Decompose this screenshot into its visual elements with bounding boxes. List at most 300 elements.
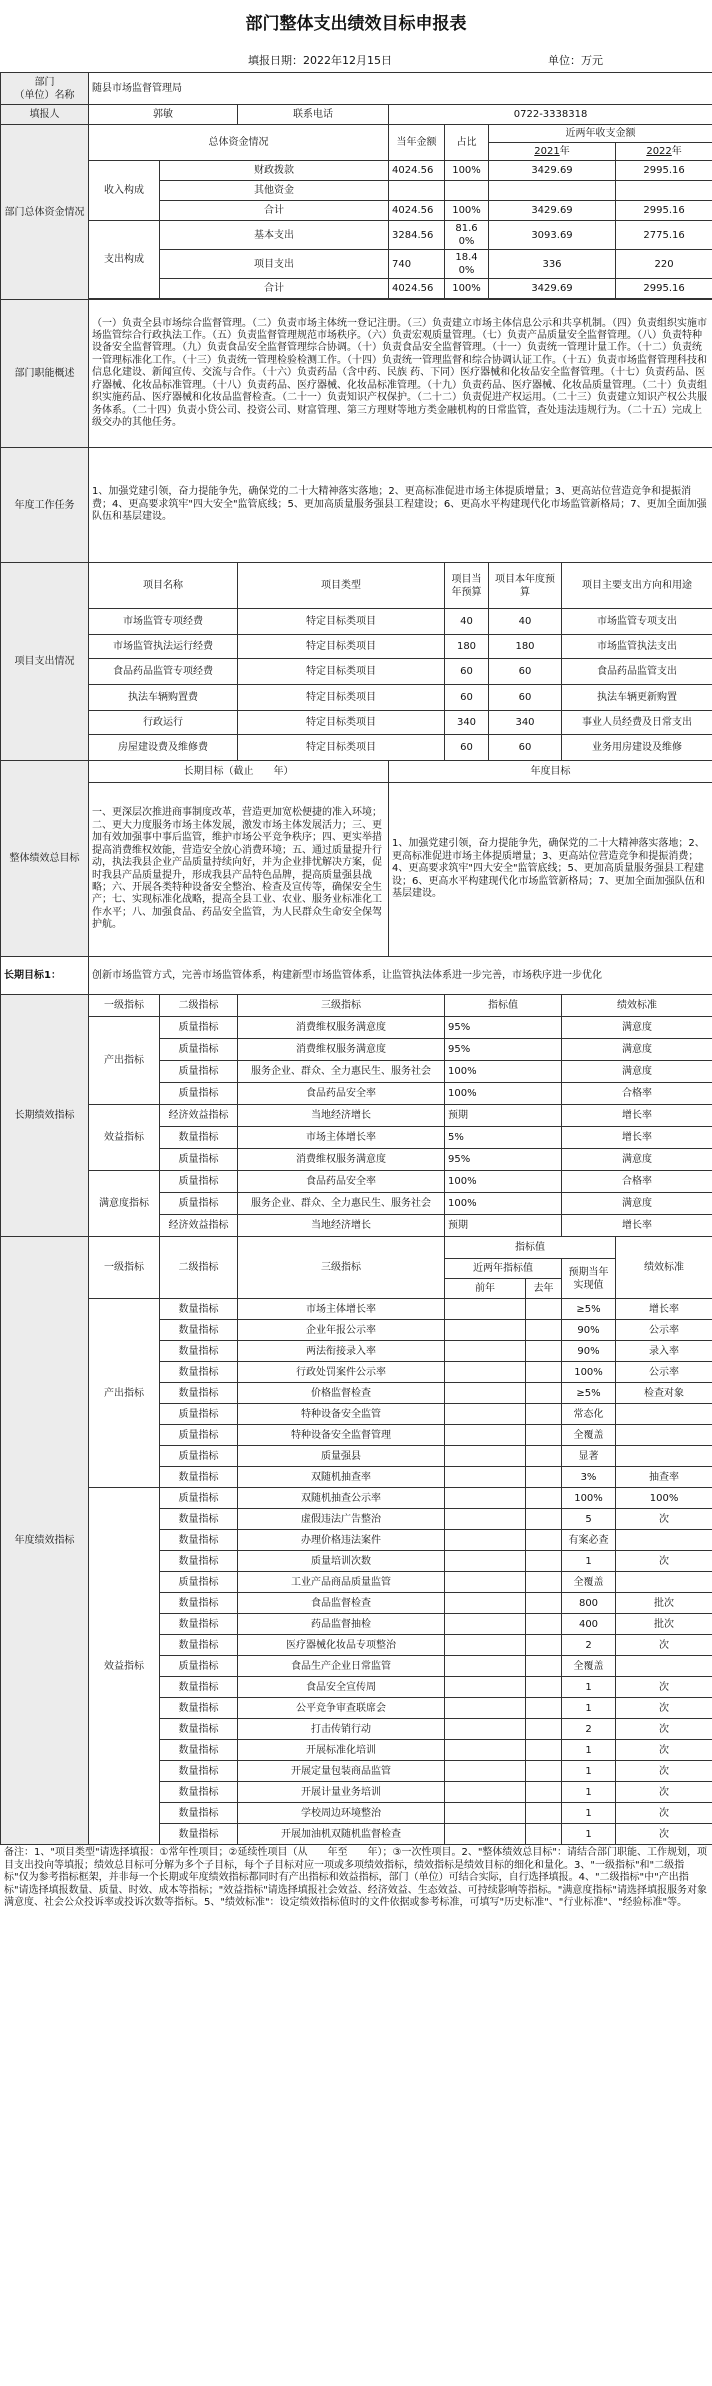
ap-expected: 2 bbox=[562, 1635, 616, 1656]
lp-standard-header: 绩效标准 bbox=[562, 995, 712, 1017]
ap-l2: 数量指标 bbox=[160, 1824, 238, 1845]
ap-l3: 价格监督检查 bbox=[238, 1383, 445, 1404]
lp-value: 95% bbox=[445, 1039, 562, 1061]
ap-l2: 质量指标 bbox=[160, 1572, 238, 1593]
ap-prev bbox=[445, 1467, 526, 1488]
ap-l2: 数量指标 bbox=[160, 1320, 238, 1341]
ap-prev bbox=[445, 1740, 526, 1761]
ap-standard: 次 bbox=[616, 1740, 712, 1761]
fund-amount: 4024.56 bbox=[389, 279, 445, 299]
table-row bbox=[1, 685, 712, 711]
lp-standard: 满意度 bbox=[562, 1061, 712, 1083]
lp-value: 100% bbox=[445, 1171, 562, 1193]
ap-expected: 1 bbox=[562, 1698, 616, 1719]
lp-standard: 增长率 bbox=[562, 1105, 712, 1127]
proj-type-header: 项目类型 bbox=[238, 563, 445, 609]
ap-last bbox=[526, 1467, 562, 1488]
table-row bbox=[1, 1017, 712, 1039]
ap-standard: 次 bbox=[616, 1677, 712, 1698]
table-row bbox=[1, 300, 712, 448]
ap-last bbox=[526, 1572, 562, 1593]
fund-ratio: 100% bbox=[445, 161, 489, 181]
ap-standard: 次 bbox=[616, 1698, 712, 1719]
proj-direction: 市场监管专项支出 bbox=[562, 609, 712, 635]
ap-l3: 医疗器械化妆品专项整治 bbox=[238, 1635, 445, 1656]
ap-last bbox=[526, 1425, 562, 1446]
ap-l2: 数量指标 bbox=[160, 1677, 238, 1698]
ap-last bbox=[526, 1488, 562, 1509]
ap-standard: 100% bbox=[616, 1488, 712, 1509]
table-row bbox=[1, 221, 712, 250]
ap-expected: 显著 bbox=[562, 1446, 616, 1467]
lp-l3-header: 三级指标 bbox=[238, 995, 445, 1017]
lp-l1: 效益指标 bbox=[89, 1105, 160, 1171]
ap-prev bbox=[445, 1614, 526, 1635]
ap-l2: 数量指标 bbox=[160, 1551, 238, 1572]
ap-standard bbox=[616, 1572, 712, 1593]
lp-l3: 当地经济增长 bbox=[238, 1105, 445, 1127]
lp-standard: 增长率 bbox=[562, 1127, 712, 1149]
proj-current: 60 bbox=[445, 685, 489, 711]
report-meta bbox=[0, 48, 712, 72]
ap-l3: 药品监督抽检 bbox=[238, 1614, 445, 1635]
ap-standard: 次 bbox=[616, 1635, 712, 1656]
ap-l3: 办理价格违法案件 bbox=[238, 1530, 445, 1551]
proj-direction: 业务用房建设及维修 bbox=[562, 735, 712, 761]
ap-prev bbox=[445, 1551, 526, 1572]
ap-expected: ≥5% bbox=[562, 1383, 616, 1404]
table-row bbox=[1, 125, 712, 143]
annual-goal-header: 年度目标 bbox=[389, 761, 712, 783]
ap-standard bbox=[616, 1656, 712, 1677]
ap-l3: 开展定量包装商品监管 bbox=[238, 1761, 445, 1782]
ap-l2: 数量指标 bbox=[160, 1362, 238, 1383]
proj-current: 60 bbox=[445, 659, 489, 685]
table-row bbox=[1, 711, 712, 735]
overall-goals-label: 整体绩效总目标 bbox=[1, 761, 89, 957]
table-row bbox=[1, 995, 712, 1017]
ap-l2: 数量指标 bbox=[160, 1467, 238, 1488]
ap-l3: 开展加油机双随机监督检查 bbox=[238, 1824, 445, 1845]
ap-last bbox=[526, 1320, 562, 1341]
proj-current: 340 bbox=[445, 711, 489, 735]
lp-l2: 质量指标 bbox=[160, 1017, 238, 1039]
lp-l2: 质量指标 bbox=[160, 1083, 238, 1105]
fund-item-name: 合计 bbox=[160, 279, 389, 299]
ap-last bbox=[526, 1719, 562, 1740]
report-title: 部门整体支出绩效目标申报表 bbox=[245, 14, 467, 34]
ap-prev bbox=[445, 1698, 526, 1719]
lp-standard: 满意度 bbox=[562, 1039, 712, 1061]
ap-l2: 数量指标 bbox=[160, 1614, 238, 1635]
ap-l3: 虚假违法广告整治 bbox=[238, 1509, 445, 1530]
ap-prev-header: 前年 bbox=[445, 1279, 526, 1299]
ap-expected: 1 bbox=[562, 1740, 616, 1761]
ap-prev bbox=[445, 1362, 526, 1383]
lp-l1: 满意度指标 bbox=[89, 1171, 160, 1237]
ap-expected: 1 bbox=[562, 1782, 616, 1803]
lp-l1: 产出指标 bbox=[89, 1017, 160, 1105]
projects-label: 项目支出情况 bbox=[1, 563, 89, 761]
fund-2021: 336 bbox=[489, 250, 616, 279]
ap-l2: 数量指标 bbox=[160, 1509, 238, 1530]
ap-value-header: 指标值 bbox=[445, 1237, 616, 1259]
table-row bbox=[1, 1171, 712, 1193]
lp-l2: 质量指标 bbox=[160, 1039, 238, 1061]
year-2022-header bbox=[616, 143, 712, 161]
lp-value: 100% bbox=[445, 1061, 562, 1083]
ap-l3: 工业产品商品质量监管 bbox=[238, 1572, 445, 1593]
ap-l2: 数量指标 bbox=[160, 1299, 238, 1320]
ap-last bbox=[526, 1404, 562, 1425]
annual-perf-label: 年度绩效指标 bbox=[1, 1237, 89, 1845]
ap-l3: 双随机抽查公示率 bbox=[238, 1488, 445, 1509]
lp-value-header: 指标值 bbox=[445, 995, 562, 1017]
lp-standard: 合格率 bbox=[562, 1171, 712, 1193]
proj-recent: 180 bbox=[489, 635, 562, 659]
ap-last-header: 去年 bbox=[526, 1279, 562, 1299]
currency-unit: 单位：万元 bbox=[548, 54, 603, 67]
funds-ratio-header: 占比 bbox=[445, 125, 489, 161]
income-label: 收入构成 bbox=[89, 161, 160, 221]
lp-value: 95% bbox=[445, 1017, 562, 1039]
ap-expected: 3% bbox=[562, 1467, 616, 1488]
table-row bbox=[1, 1488, 712, 1509]
year-2021-header bbox=[489, 143, 616, 161]
ap-l2: 数量指标 bbox=[160, 1530, 238, 1551]
table-row bbox=[1, 563, 712, 609]
ap-prev bbox=[445, 1404, 526, 1425]
ap-standard: 录入率 bbox=[616, 1341, 712, 1362]
ap-l3: 双随机抽查率 bbox=[238, 1467, 445, 1488]
ap-standard: 次 bbox=[616, 1719, 712, 1740]
ap-l2: 质量指标 bbox=[160, 1404, 238, 1425]
ap-standard: 次 bbox=[616, 1803, 712, 1824]
ap-prev bbox=[445, 1572, 526, 1593]
proj-recent-header: 项目本年度预算 bbox=[489, 563, 562, 609]
fund-2022: 2995.16 bbox=[616, 161, 712, 181]
lp-standard: 增长率 bbox=[562, 1215, 712, 1237]
phone-label: 联系电话 bbox=[238, 105, 389, 125]
fund-item-name: 财政拨款 bbox=[160, 161, 389, 181]
ap-last bbox=[526, 1446, 562, 1467]
ap-prev bbox=[445, 1446, 526, 1467]
ap-last bbox=[526, 1551, 562, 1572]
table-row bbox=[1, 1105, 712, 1127]
ap-l2-header: 二级指标 bbox=[160, 1237, 238, 1299]
lp-l3: 食品药品安全率 bbox=[238, 1171, 445, 1193]
expense-label: 支出构成 bbox=[89, 221, 160, 299]
ap-last bbox=[526, 1635, 562, 1656]
long-goal-header: 长期目标（截止 年） bbox=[89, 761, 389, 783]
proj-type: 特定目标类项目 bbox=[238, 685, 445, 711]
ap-expected: 400 bbox=[562, 1614, 616, 1635]
funds-total-header: 总体资金情况 bbox=[89, 125, 389, 161]
ap-l3: 市场主体增长率 bbox=[238, 1299, 445, 1320]
fund-2022: 220 bbox=[616, 250, 712, 279]
fund-ratio: 18.40% bbox=[445, 250, 489, 279]
proj-name-header: 项目名称 bbox=[89, 563, 238, 609]
ap-standard: 次 bbox=[616, 1824, 712, 1845]
ap-standard: 抽查率 bbox=[616, 1467, 712, 1488]
proj-name: 市场监管执法运行经费 bbox=[89, 635, 238, 659]
ap-expected: 100% bbox=[562, 1362, 616, 1383]
ap-expected: 有案必查 bbox=[562, 1530, 616, 1551]
ap-last bbox=[526, 1782, 562, 1803]
ap-standard: 次 bbox=[616, 1509, 712, 1530]
ap-l2: 数量指标 bbox=[160, 1698, 238, 1719]
proj-current-header: 项目当年预算 bbox=[445, 563, 489, 609]
ap-l2: 数量指标 bbox=[160, 1761, 238, 1782]
fund-2022: 2995.16 bbox=[616, 201, 712, 221]
table-row bbox=[1, 1299, 712, 1320]
lp-l3: 食品药品安全率 bbox=[238, 1083, 445, 1105]
ap-standard: 检查对象 bbox=[616, 1383, 712, 1404]
ap-last bbox=[526, 1803, 562, 1824]
ap-last bbox=[526, 1509, 562, 1530]
lp-l3: 市场主体增长率 bbox=[238, 1127, 445, 1149]
ap-expected: 1 bbox=[562, 1761, 616, 1782]
funds-current-header: 当年金额 bbox=[389, 125, 445, 161]
ap-last bbox=[526, 1656, 562, 1677]
fund-2021: 3429.69 bbox=[489, 161, 616, 181]
ap-l3: 公平竞争审查联席会 bbox=[238, 1698, 445, 1719]
lp-value: 预期 bbox=[445, 1215, 562, 1237]
lp-standard: 满意度 bbox=[562, 1193, 712, 1215]
ap-prev bbox=[445, 1656, 526, 1677]
ap-l3: 特种设备安全监管 bbox=[238, 1404, 445, 1425]
table-row bbox=[1, 448, 712, 563]
ap-expected: 90% bbox=[562, 1320, 616, 1341]
ap-l2: 质量指标 bbox=[160, 1488, 238, 1509]
proj-direction: 事业人员经费及日常支出 bbox=[562, 711, 712, 735]
lp-l3: 服务企业、群众、全力惠民生、服务社会 bbox=[238, 1061, 445, 1083]
ap-l3: 企业年报公示率 bbox=[238, 1320, 445, 1341]
lp-l2: 质量指标 bbox=[160, 1149, 238, 1171]
ap-standard bbox=[616, 1446, 712, 1467]
table-row bbox=[1, 735, 712, 761]
proj-recent: 60 bbox=[489, 685, 562, 711]
proj-name: 市场监管专项经费 bbox=[89, 609, 238, 635]
ap-prev bbox=[445, 1425, 526, 1446]
table-row bbox=[1, 105, 712, 125]
long-goal1-label: 长期目标1： bbox=[1, 957, 89, 995]
ap-l2: 数量指标 bbox=[160, 1719, 238, 1740]
lp-l2: 质量指标 bbox=[160, 1193, 238, 1215]
ap-expected: 800 bbox=[562, 1593, 616, 1614]
phone-value: 0722-3338318 bbox=[389, 105, 712, 125]
ap-prev bbox=[445, 1824, 526, 1845]
ap-last bbox=[526, 1761, 562, 1782]
ap-l2: 质量指标 bbox=[160, 1425, 238, 1446]
fund-ratio bbox=[445, 181, 489, 201]
ap-l3: 开展计量业务培训 bbox=[238, 1782, 445, 1803]
proj-name: 食品药品监管专项经费 bbox=[89, 659, 238, 685]
table-row bbox=[1, 73, 712, 105]
proj-direction: 市场监管执法支出 bbox=[562, 635, 712, 659]
fund-amount: 3284.56 bbox=[389, 221, 445, 250]
table-row bbox=[1, 1237, 712, 1259]
ap-standard: 增长率 bbox=[616, 1299, 712, 1320]
fund-2021 bbox=[489, 181, 616, 201]
fund-amount: 740 bbox=[389, 250, 445, 279]
ap-last bbox=[526, 1614, 562, 1635]
ap-last bbox=[526, 1593, 562, 1614]
annual-tasks-label: 年度工作任务 bbox=[1, 448, 89, 563]
year-2022: 2022 bbox=[646, 146, 672, 157]
table-row bbox=[1, 635, 712, 659]
fund-ratio: 100% bbox=[445, 201, 489, 221]
ap-expected: 1 bbox=[562, 1803, 616, 1824]
ap-l2: 数量指标 bbox=[160, 1803, 238, 1824]
fund-2021: 3093.69 bbox=[489, 221, 616, 250]
ap-prev bbox=[445, 1677, 526, 1698]
ap-standard bbox=[616, 1404, 712, 1425]
table-row bbox=[1, 783, 712, 957]
proj-recent: 60 bbox=[489, 735, 562, 761]
ap-expected: 1 bbox=[562, 1824, 616, 1845]
funds-section-label: 部门总体资金情况 bbox=[1, 125, 89, 300]
fund-item-name: 合计 bbox=[160, 201, 389, 221]
functions-label: 部门职能概述 bbox=[1, 300, 89, 448]
ap-expected: ≥5% bbox=[562, 1299, 616, 1320]
ap-prev bbox=[445, 1383, 526, 1404]
ap-expected: 常态化 bbox=[562, 1404, 616, 1425]
proj-type: 特定目标类项目 bbox=[238, 659, 445, 685]
ap-l3: 学校周边环境整治 bbox=[238, 1803, 445, 1824]
ap-l2: 数量指标 bbox=[160, 1740, 238, 1761]
ap-prev bbox=[445, 1761, 526, 1782]
ap-prev bbox=[445, 1593, 526, 1614]
lp-value: 5% bbox=[445, 1127, 562, 1149]
ap-l2: 数量指标 bbox=[160, 1635, 238, 1656]
ap-expected: 5 bbox=[562, 1509, 616, 1530]
lp-standard: 合格率 bbox=[562, 1083, 712, 1105]
long-perf-label: 长期绩效指标 bbox=[1, 995, 89, 1237]
ap-expected: 全覆盖 bbox=[562, 1425, 616, 1446]
lp-value: 100% bbox=[445, 1193, 562, 1215]
year-2021: 2021 bbox=[534, 146, 560, 157]
ap-expected: 1 bbox=[562, 1677, 616, 1698]
lp-l2: 质量指标 bbox=[160, 1061, 238, 1083]
table-row bbox=[1, 761, 712, 783]
fund-2022: 2775.16 bbox=[616, 221, 712, 250]
ap-l2: 数量指标 bbox=[160, 1593, 238, 1614]
ap-expected: 100% bbox=[562, 1488, 616, 1509]
fund-2022 bbox=[616, 181, 712, 201]
proj-recent: 60 bbox=[489, 659, 562, 685]
ap-standard-header: 绩效标准 bbox=[616, 1237, 712, 1299]
fund-amount bbox=[389, 181, 445, 201]
ap-standard bbox=[616, 1425, 712, 1446]
ap-standard: 公示率 bbox=[616, 1320, 712, 1341]
ap-last bbox=[526, 1299, 562, 1320]
proj-recent: 340 bbox=[489, 711, 562, 735]
ap-l1: 效益指标 bbox=[89, 1488, 160, 1845]
proj-current: 180 bbox=[445, 635, 489, 659]
proj-type: 特定目标类项目 bbox=[238, 735, 445, 761]
funds-recent-header: 近两年收支金额 bbox=[489, 125, 712, 143]
ap-standard: 批次 bbox=[616, 1593, 712, 1614]
ap-l2: 数量指标 bbox=[160, 1782, 238, 1803]
ap-l2: 数量指标 bbox=[160, 1341, 238, 1362]
ap-last bbox=[526, 1698, 562, 1719]
ap-last bbox=[526, 1740, 562, 1761]
ap-prev bbox=[445, 1509, 526, 1530]
filler-label: 填报人 bbox=[1, 105, 89, 125]
ap-prev bbox=[445, 1320, 526, 1341]
ap-prev bbox=[445, 1719, 526, 1740]
lp-l3: 消费维权服务满意度 bbox=[238, 1149, 445, 1171]
lp-l3: 消费维权服务满意度 bbox=[238, 1039, 445, 1061]
ap-l2: 质量指标 bbox=[160, 1446, 238, 1467]
footnote: 备注：1、"项目类型"请选择填报：①常年性项目；②延续性项目（从 年至 年）；③一次性项目。2、"整体绩效总目标"：请结合部门职能、工作规划，项目支出投向等填报；绩效总目标可分解为多个子目标，每个子目标对应一项或多项绩效指标，绩效指标是绩效目标的细化和量化。3、"一级指标"和"二级指标"仅为参考指标框架，并非每一个长期或年度绩效指标都同时有产出指标和效益指标，部门（单位）可结合实际，自行选择填报。4、"二级指标"中"产出指标"请选择填报数量、质量、时效、成本等指标；"效益指标"请选择填报社会效益、经济效益、生态效益、可持续影响等指标。"满意度指标"请选择填报服务对象满意度、社会公众投诉率或投诉次数等指标。5、"绩效标准"：设定绩效指标值时的文件依据或参考标准，可填写"历史标准"、"行业标准"、"经验标准"等。 bbox=[4, 1847, 708, 1908]
ap-standard: 次 bbox=[616, 1761, 712, 1782]
ap-l3: 行政处罚案件公示率 bbox=[238, 1362, 445, 1383]
ap-expected: 1 bbox=[562, 1551, 616, 1572]
lp-l3: 消费维权服务满意度 bbox=[238, 1017, 445, 1039]
dept-label: 部门 （单位）名称 bbox=[1, 73, 89, 105]
ap-prev bbox=[445, 1530, 526, 1551]
ap-recent-header: 近两年指标值 bbox=[445, 1259, 562, 1279]
proj-direction: 食品药品监管支出 bbox=[562, 659, 712, 685]
year-suffix: 年 bbox=[671, 146, 682, 157]
ap-last bbox=[526, 1341, 562, 1362]
ap-l3: 食品安全宣传周 bbox=[238, 1677, 445, 1698]
lp-standard: 满意度 bbox=[562, 1017, 712, 1039]
proj-type: 特定目标类项目 bbox=[238, 711, 445, 735]
functions-text: （一）负责全县市场综合监督管理。（二）负责市场主体统一登记注册。（三）负责建立市场主体信息公示和共享机制。（四）负责组织实施市场监管综合行政执法工作。（五）负责监督管理规范市场秩序。（六）负责宏观质量管理。（七）负责产品质量安全监督管理。（八）负责特种设备安全监督管理。（九）负责食品安全监督管理综合协调。（十）负责食品安全监督管理。（十一）负责统一管理计量工作。（十二）负责统一管理标准化工作。（十三）负责统一管理检验检测工作。（十四）负责统一管理监督和综合协调认证工作。（十五）负责市场监督管理科技和信息化建设、新闻宣传、交流与合作。（十六）负责药品（含中药、民族 药、下同）医疗器械和化妆品安全监督管理。（十七）负责药品、医疗器械、化妆品标准管理。（十八）负责药品、医疗器械、化妆品标准管理。（十九）负责药品、医疗器械、化妆品质量管理。（二十）负责组织实施药品、医疗器械和化妆品监督检查。（二十一）负责知识产权保护。（二十二）负责促进产权运用。（二十三）负责建立知识产权公共服务体系。（二十四）负责小贷公司、投资公司、财富管理、第三方理财等地方类金融机构的日常监管，查处违法违规行为。（二十五）完成上级交办的其他任务。 bbox=[89, 300, 712, 448]
annual-goal-text: 1、加强党建引领，奋力提能争先，确保党的二十大精神落实落地；2、更高标准促进市场主体提质增量；3、更高站位营造竞争和提振消费；4、更高要求筑牢"四大安全"监管底线；5、更加高质量服务强县工程建设；6、更高水平构建现代化市场监管新格局；7、更加全面加强队伍和基层建设。 bbox=[389, 783, 712, 957]
fund-item-name: 项目支出 bbox=[160, 250, 389, 279]
fund-amount: 4024.56 bbox=[389, 161, 445, 181]
ap-last bbox=[526, 1362, 562, 1383]
ap-last bbox=[526, 1383, 562, 1404]
fund-2022: 2995.16 bbox=[616, 279, 712, 299]
ap-last bbox=[526, 1824, 562, 1845]
ap-expected: 全覆盖 bbox=[562, 1572, 616, 1593]
proj-name: 行政运行 bbox=[89, 711, 238, 735]
long-goal1-text: 创新市场监管方式，完善市场监管体系，构建新型市场监管体系，让监管执法体系进一步完善，市场秩序进一步优化 bbox=[89, 957, 712, 995]
proj-current: 40 bbox=[445, 609, 489, 635]
lp-value: 95% bbox=[445, 1149, 562, 1171]
proj-recent: 40 bbox=[489, 609, 562, 635]
table-row bbox=[1, 957, 712, 995]
ap-prev bbox=[445, 1341, 526, 1362]
ap-l3: 质量强县 bbox=[238, 1446, 445, 1467]
long-goal-text: 一、更深层次推进商事制度改革，营造更加宽松便捷的准入环境；二、更大力度服务市场主体发展，激发市场主体发展活力；三、更加有效加强事中事后监管，维护市场公平竞争秩序；四、更实举措提高消费维权效能，营造安全放心消费环境；五、通过质量提升行动，执法我县企业产品质量持续向好，并为企业排忧解决方案，促时我县产品质量提升，形成我县产品特色品牌，提高质量强县战略；六、开展各类特种设备安全整治、检查及宣传等，确保安全生产；七、实现标准化战略，提高全县工业、农业、服务业标准化工作水平；八、加强食品、药品安全监管，为人民群众生命安全保驾护航。 bbox=[89, 783, 389, 957]
fund-ratio: 81.60% bbox=[445, 221, 489, 250]
proj-name: 房屋建设费及维修费 bbox=[89, 735, 238, 761]
ap-l1-header: 一级指标 bbox=[89, 1237, 160, 1299]
ap-l3: 打击传销行动 bbox=[238, 1719, 445, 1740]
ap-prev bbox=[445, 1299, 526, 1320]
lp-l2: 质量指标 bbox=[160, 1171, 238, 1193]
lp-l1-header: 一级指标 bbox=[89, 995, 160, 1017]
fund-2021: 3429.69 bbox=[489, 201, 616, 221]
ap-last bbox=[526, 1530, 562, 1551]
proj-direction: 执法车辆更新购置 bbox=[562, 685, 712, 711]
proj-name: 执法车辆购置费 bbox=[89, 685, 238, 711]
table-row bbox=[1, 161, 712, 181]
proj-direction-header: 项目主要支出方向和用途 bbox=[562, 563, 712, 609]
ap-prev bbox=[445, 1803, 526, 1824]
table-row bbox=[1, 659, 712, 685]
fund-item-name: 基本支出 bbox=[160, 221, 389, 250]
lp-l2: 经济效益指标 bbox=[160, 1215, 238, 1237]
ap-prev bbox=[445, 1782, 526, 1803]
dept-name: 随县市场监督管理局 bbox=[89, 73, 712, 105]
